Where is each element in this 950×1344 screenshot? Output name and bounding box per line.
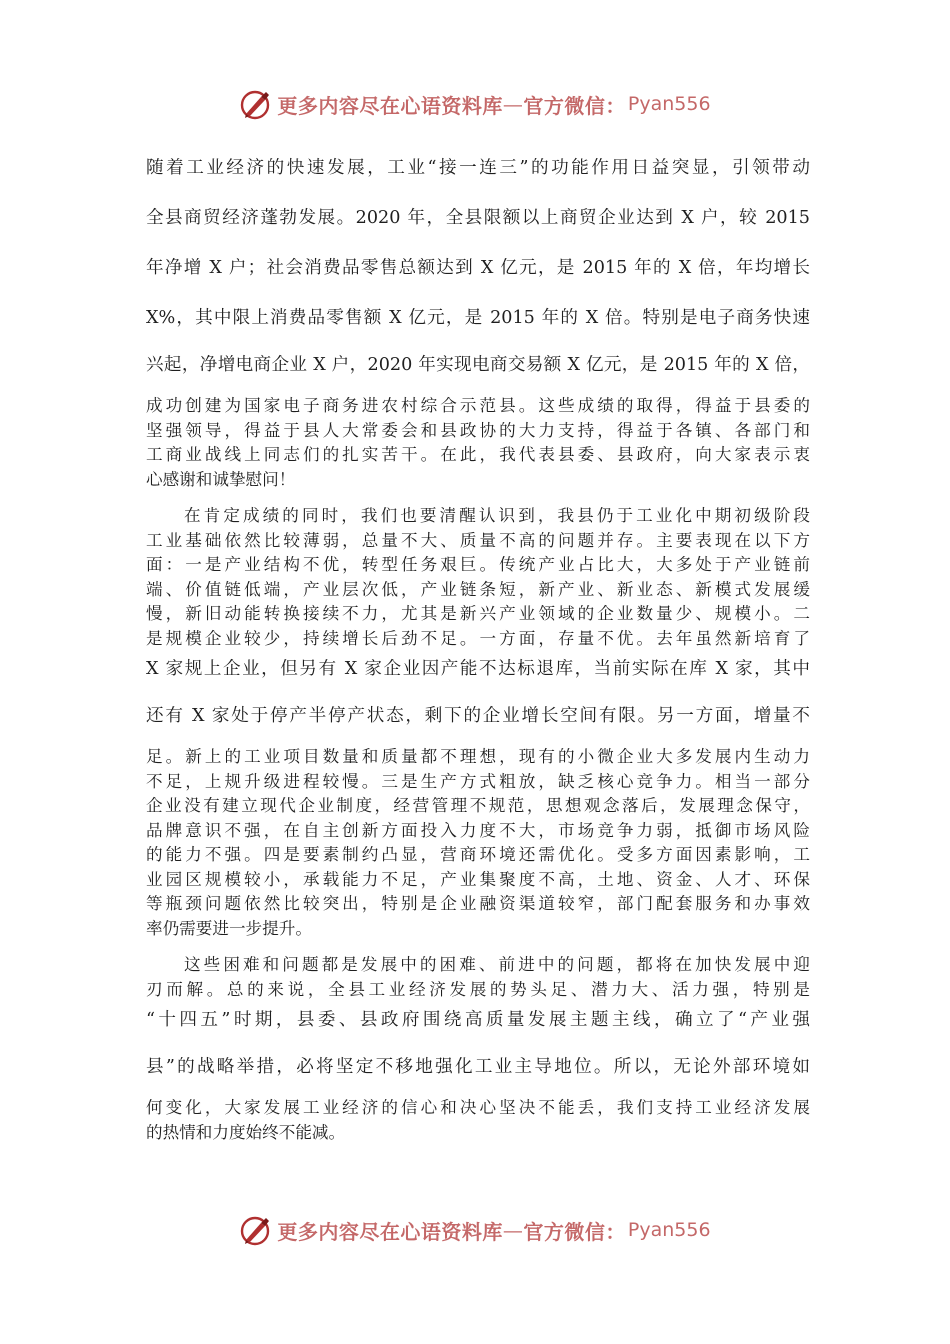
text-line: 心感谢和诚挚慰问！ xyxy=(146,469,296,489)
text-line: 这些困难和问题都是发展中的困难、前进中的问题，都将在加快发展中迎 xyxy=(184,955,810,974)
text-line: 成功创建为国家电子商务进农村综合示范县。这些成绩的取得，得益于县委的 xyxy=(146,396,810,415)
text-line: 工业基础依然比较薄弱，总量不大、质量不高的问题并存。主要表现在以下方 xyxy=(146,530,810,550)
banner-wechat-id: Pyan556 xyxy=(627,93,711,115)
paragraph-gap xyxy=(146,941,810,953)
text-line: 何变化，大家发展工业经济的信心和决心坚决不能丢，我们支持工业经济发展 xyxy=(146,1098,810,1117)
text-line: 不足，上规升级进程较慢。三是生产方式粗放，缺乏核心竞争力。相当一部分 xyxy=(146,771,810,791)
text-line: 的热情和力度始终不能减。 xyxy=(146,1122,346,1142)
text-line: 随着工业经济的快速发展，工业“接一连三”的功能作用日益突显，引领带动 xyxy=(146,158,810,178)
header-banner xyxy=(0,84,950,124)
banner-wechat-id: Pyan556 xyxy=(627,1219,711,1241)
banner-text: 更多内容尽在心语资料库 xyxy=(277,1219,503,1244)
banner-wechat-label: 官方微信： xyxy=(523,93,626,118)
text-line: 业园区规模较小，承载能力不足，产业集聚度不高，土地、资金、人才、环保 xyxy=(146,869,810,889)
banner-dash: — xyxy=(502,1218,524,1242)
text-line: 率仍需要进一步提升。 xyxy=(146,918,312,938)
text-line: 刃而解。总的来说，全县工业经济发展的势头足、潜力大、活力强，特别是 xyxy=(146,979,810,999)
banner-wechat-label: 官方微信： xyxy=(523,1219,626,1244)
text-line: 等瓶颈问题依然比较突出，特别是企业融资渠道较窄，部门配套服务和办事效 xyxy=(146,894,810,913)
banner-dash: — xyxy=(502,92,524,116)
footer-banner xyxy=(0,1210,950,1250)
text-line: 在肯定成绩的同时，我们也要清醒认识到，我县仍于工业化中期初级阶段 xyxy=(184,506,810,525)
text-line: 兴起，净增电商企业 X 户，2020 年实现电商交易额 X 亿元，是 2015 年的 X 倍， xyxy=(146,355,810,375)
text-line: 的能力不强。四是要素制约凸显，营商环境还需优化。受多方面因素影响，工 xyxy=(146,845,810,864)
text-line: 还有 X 家处于停产半停产状态，剩下的企业增长空间有限。另一方面，增量不 xyxy=(146,706,810,726)
text-line: X%，其中限上消费品零售额 X 亿元，是 2015 年的 X 倍。特别是电子商务快速 xyxy=(146,308,810,328)
text-line: X 家规上企业，但另有 X 家企业因产能不达标退库，当前实际在库 X 家，其中 xyxy=(146,659,810,679)
pen-logo-icon xyxy=(239,87,273,121)
text-line: 慢，新旧动能转换接续不力，尤其是新兴产业领域的企业数量少、规模小。二 xyxy=(146,604,810,623)
text-line: 面：一是产业结构不优，转型任务艰巨。传统产业占比大，大多处于产业链前 xyxy=(146,555,810,574)
text-line: “十四五”时期，县委、县政府围绕高质量发展主题主线，确立了“产业强 xyxy=(146,1010,810,1030)
text-line: 坚强领导，得益于县人大常委会和县政协的大力支持，得益于各镇、各部门和 xyxy=(146,420,810,440)
text-line: 足。新上的工业项目数量和质量都不理想，现有的小微企业大多发展内生动力 xyxy=(146,747,810,766)
text-line: 全县商贸经济蓬勃发展。2020 年，全县限额以上商贸企业达到 X 户，较 2015 xyxy=(146,208,810,228)
document-body xyxy=(146,150,810,1145)
paragraph-gap xyxy=(146,492,810,504)
text-line: 企业没有建立现代企业制度，经营管理不规范，思想观念落后，发展理念保守， xyxy=(146,796,810,815)
text-line: 端、价值链低端，产业层次低，产业链条短，新产业、新业态、新模式发展缓 xyxy=(146,579,810,599)
text-line: 是规模企业较少，持续增长后劲不足。一方面，存量不优。去年虽然新培育了 xyxy=(146,628,810,648)
pen-logo-icon xyxy=(239,1213,273,1247)
text-line: 工商业战线上同志们的扎实苦干。在此，我代表县委、县政府，向大家表示衷 xyxy=(146,445,810,464)
text-line: 年净增 X 户；社会消费品零售总额达到 X 亿元，是 2015 年的 X 倍，年均增长 xyxy=(146,258,810,278)
banner-text: 更多内容尽在心语资料库 xyxy=(277,93,503,118)
text-line: 品牌意识不强，在自主创新方面投入力度不大，市场竞争力弱，抵御市场风险 xyxy=(146,820,810,840)
text-line: 县”的战略举措，必将坚定不移地强化工业主导地位。所以，无论外部环境如 xyxy=(146,1057,810,1077)
